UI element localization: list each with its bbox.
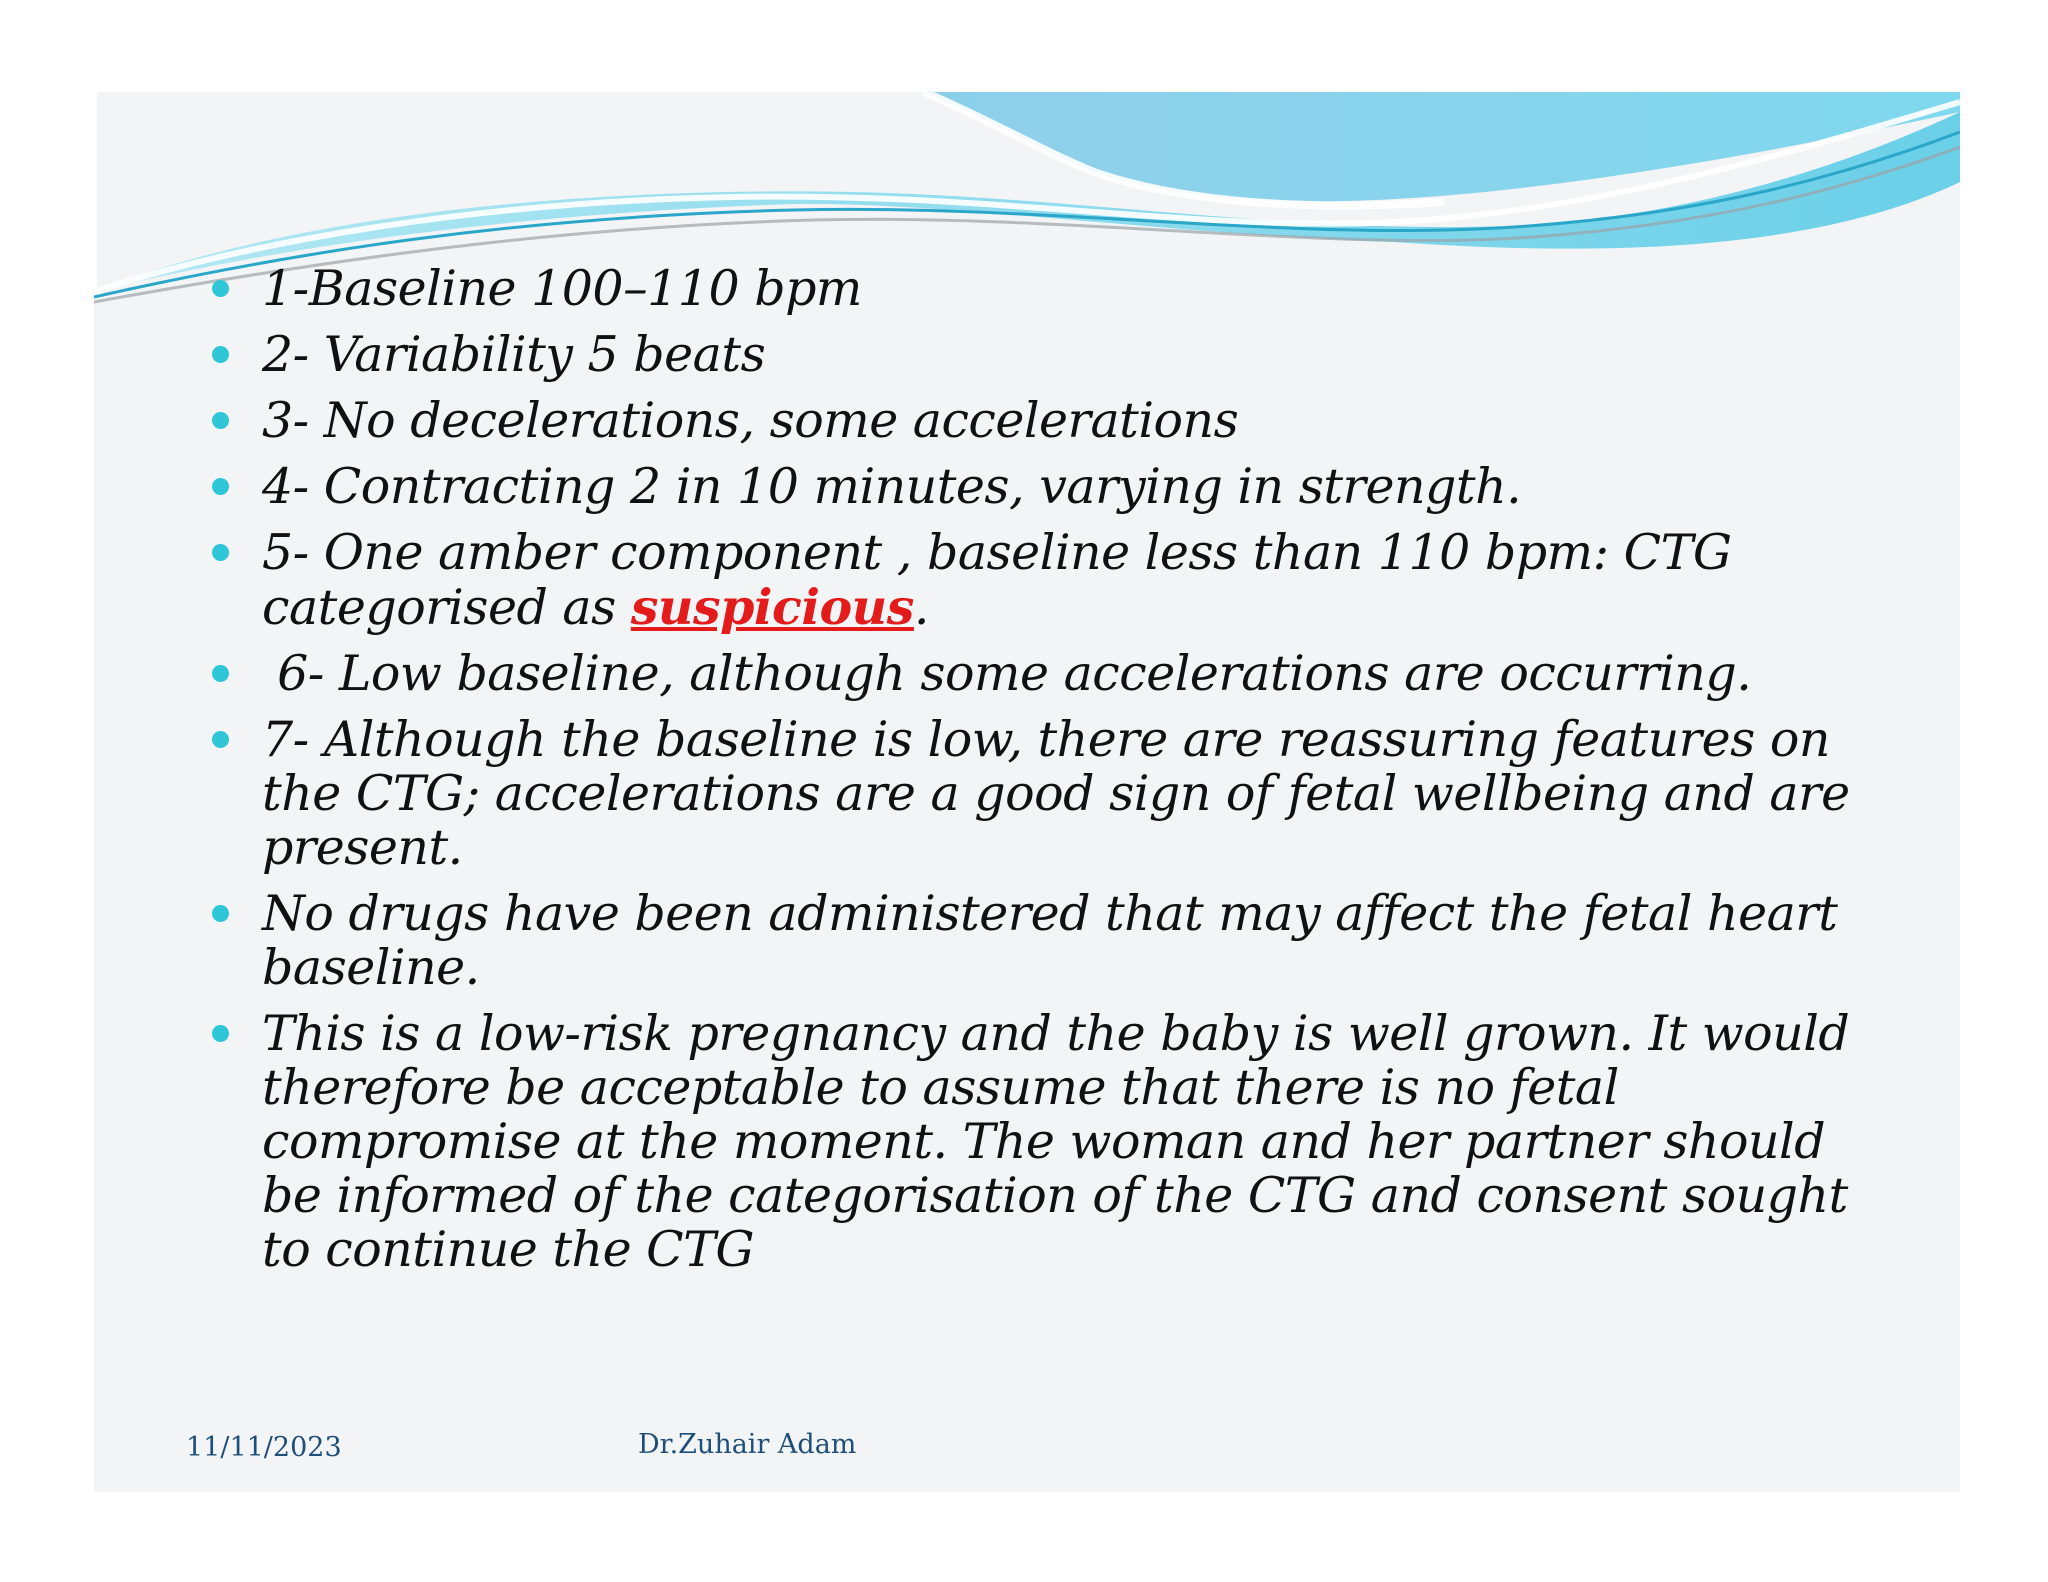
bullet-item <box>210 460 1890 514</box>
bullet-text: 5- One amber component , baseline less than 110 bpm: CTG categorised as <box>262 524 1732 636</box>
bullet-text: 6- Low baseline, although some accelerations are occurring. <box>262 645 1752 702</box>
bullet-list <box>210 262 1890 1289</box>
bullet-item <box>210 328 1890 382</box>
bullet-dot-icon <box>212 412 229 429</box>
bullet-text: 4- Contracting 2 in 10 minutes, varying in strength. <box>262 458 1522 515</box>
bullet-dot-icon <box>212 280 229 297</box>
bullet-item <box>210 394 1890 448</box>
bullet-text-end: . <box>913 579 929 636</box>
bullet-item <box>210 262 1890 316</box>
bullet-item <box>210 887 1890 995</box>
bullet-dot-icon <box>212 905 229 922</box>
bullet-dot-icon <box>212 665 229 682</box>
bullet-item <box>210 526 1890 635</box>
bullet-text: 7- Although the baseline is low, there are reassuring features on the CTG; accelerations are a good sign of fetal wellbeing and are present. <box>262 711 1850 876</box>
bullet-dot-icon <box>212 1025 229 1042</box>
footer-date: 11/11/2023 <box>186 1432 342 1463</box>
bullet-item <box>210 647 1890 701</box>
bullet-dot-icon <box>212 544 229 561</box>
bullet-text: This is a low-risk pregnancy and the baby is well grown. It would therefore be acceptable to assume that there is no fetal compromise at the moment. The woman and her partner should be informed of the categorisation of the CTG and consent sought to continue the CTG <box>262 1005 1850 1278</box>
suspicious-highlight: suspicious <box>630 578 914 636</box>
footer-author: Dr.Zuhair Adam <box>638 1429 857 1460</box>
bullet-text: 3- No decelerations, some accelerations <box>262 392 1239 449</box>
bullet-dot-icon <box>212 346 229 363</box>
bullet-dot-icon <box>212 478 229 495</box>
bullet-text: 2- Variability 5 beats <box>262 326 766 383</box>
bullet-text: 1-Baseline 100–110 bpm <box>262 260 862 317</box>
slide <box>94 92 1960 1492</box>
bullet-text: No drugs have been administered that may affect the fetal heart baseline. <box>262 885 1838 996</box>
bullet-item <box>210 713 1890 875</box>
bullet-dot-icon <box>212 731 229 748</box>
bullet-item <box>210 1007 1890 1277</box>
